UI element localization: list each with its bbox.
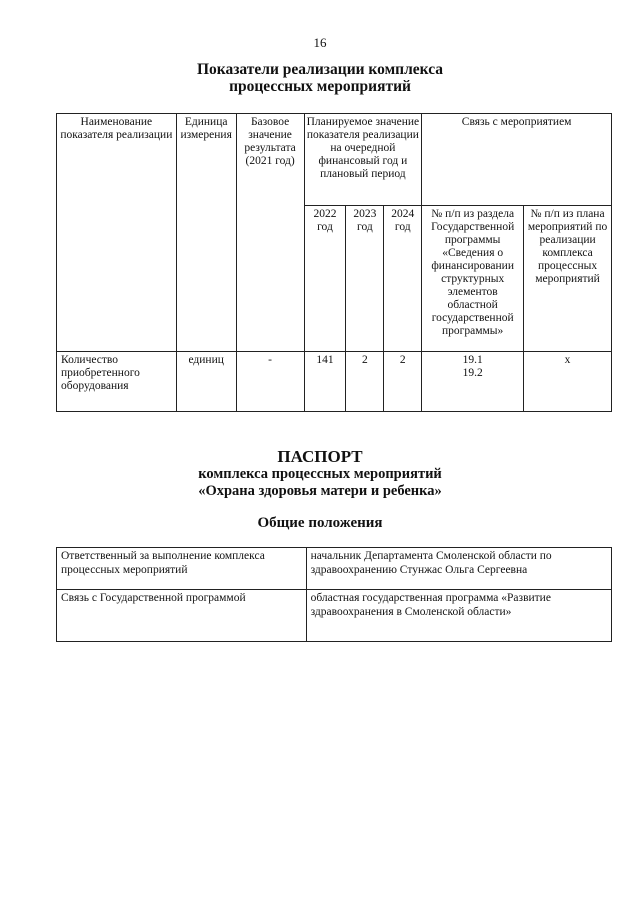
row-section-reference-2: 19.2 xyxy=(462,367,483,379)
header-indicator-name: Наименование показателя реализации xyxy=(57,114,177,352)
program-link-label: Связь с Государственной программой xyxy=(57,590,307,642)
table-row xyxy=(57,548,612,590)
row-value-2022: 141 xyxy=(304,352,346,412)
header-planned-value: Планируемое значение показателя реализации на очередной финансовый год и плановый период xyxy=(304,114,422,206)
responsible-label: Ответственный за выполнение комплекса процессных мероприятий xyxy=(57,548,307,590)
row-indicator-name: Количество приобретенного оборудования xyxy=(57,352,177,412)
row-value-2024: 2 xyxy=(384,352,422,412)
header-link-to-activity: Связь с мероприятием xyxy=(422,114,612,206)
indicators-table xyxy=(56,113,612,412)
row-section-reference xyxy=(422,352,524,412)
indicators-title-line1: Показатели реализации комплекса xyxy=(196,61,444,78)
page-number: 16 xyxy=(313,35,327,50)
row-section-reference-1: 19.1 xyxy=(462,354,483,366)
row-unit: единиц xyxy=(176,352,236,412)
header-section-reference: № п/п из раздела Государственной программы «Сведения о финансировании структурных элементов областной государственной программы» xyxy=(422,206,524,352)
row-value-2023: 2 xyxy=(346,352,384,412)
table-row xyxy=(57,352,612,412)
header-year-2024: 2024 год xyxy=(384,206,422,352)
row-plan-reference: х xyxy=(524,352,612,412)
header-plan-reference: № п/п из плана мероприятий по реализации комплекса процессных мероприятий xyxy=(524,206,612,352)
general-provisions-table xyxy=(56,547,612,642)
passport-subtitle-line1: комплекса процессных мероприятий xyxy=(198,466,442,482)
indicators-title-line2: процессных мероприятий xyxy=(229,78,411,95)
passport-heading xyxy=(0,447,640,500)
header-unit: Единица измерения xyxy=(176,114,236,352)
passport-title: ПАСПОРТ xyxy=(277,447,363,466)
header-year-2022: 2022 год xyxy=(304,206,346,352)
table-row xyxy=(57,590,612,642)
header-year-2023: 2023 год xyxy=(346,206,384,352)
general-provisions-title: Общие положения xyxy=(257,515,383,531)
indicators-title xyxy=(0,61,640,95)
passport-subtitle-line2: «Охрана здоровья матери и ребенка» xyxy=(198,483,442,499)
program-link-value: областная государственная программа «Развитие здравоохранения в Смоленской области» xyxy=(306,590,611,642)
header-base-value: Базовое значение результата (2021 год) xyxy=(236,114,304,352)
row-base-value: - xyxy=(236,352,304,412)
responsible-value: начальник Департамента Смоленской области по здравоохранению Стунжас Ольга Сергеевна xyxy=(306,548,611,590)
